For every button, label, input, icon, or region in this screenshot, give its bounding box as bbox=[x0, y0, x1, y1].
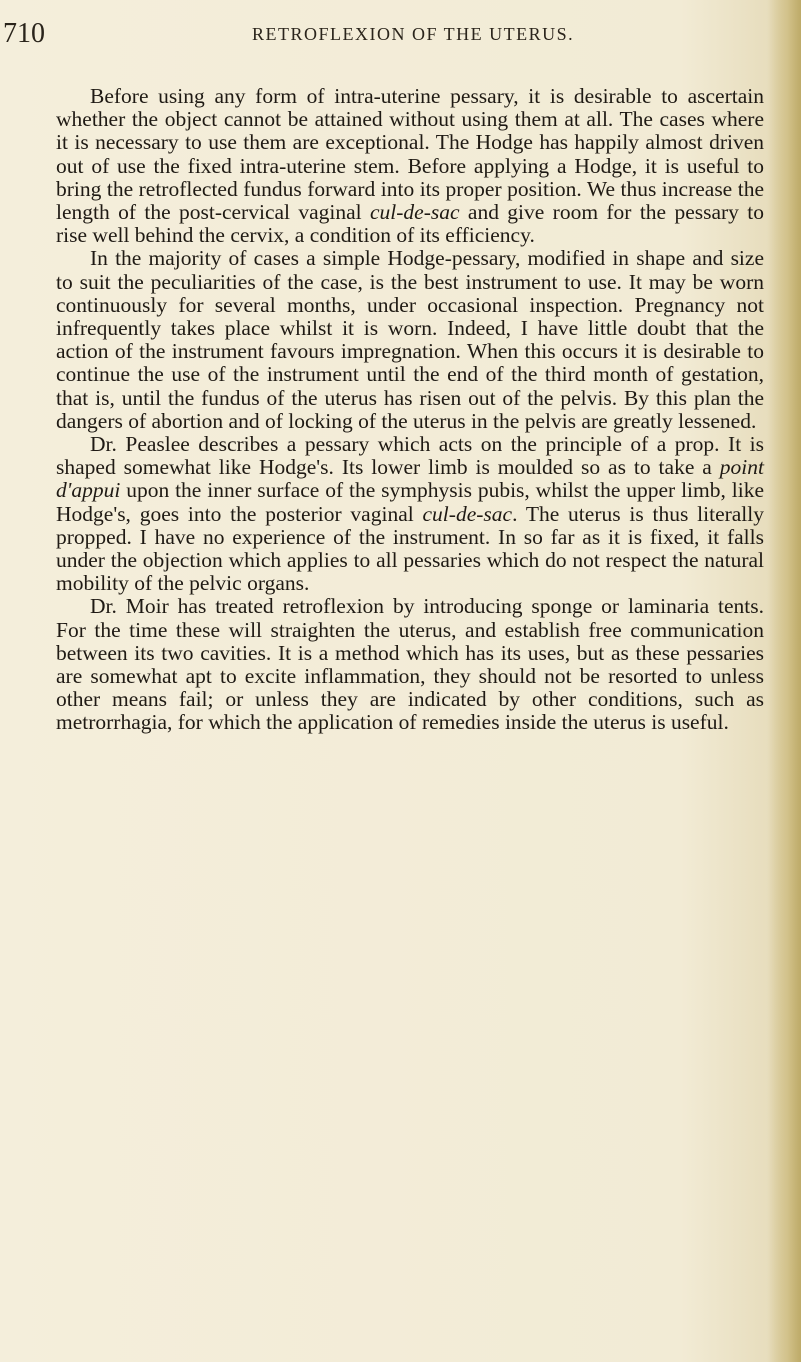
page-header bbox=[0, 16, 801, 56]
running-title: RETROFLEXION OF THE UTERUS. bbox=[252, 24, 575, 44]
text-segment: upon the inner surface of the symphysis pubis, whilst the upper limb, like Hodge's, goes into the posterior vaginal bbox=[56, 478, 764, 526]
page-number: 710 bbox=[3, 18, 45, 49]
text-segment: and give room for the pessary to rise well behind the cervix, a condition of its efficiency. bbox=[56, 200, 764, 248]
body-text bbox=[56, 85, 764, 735]
text-segment: . The uterus is thus literally propped. I have no experience of the instrument. In so far as it is fixed, it falls under the objection which applies to all pessaries which do not respect the natural mobility of the pelvic organs. bbox=[56, 501, 765, 596]
paragraph bbox=[56, 595, 764, 734]
text-segment: Dr. Peaslee describes a pessary which acts on the principle of a prop. It is shaped somewhat like Hodge's. Its lower limb is moulded so as to take a bbox=[56, 432, 764, 480]
page-edge-shadow bbox=[767, 0, 801, 1362]
text-segment: In the majority of cases a simple Hodge-pessary, modified in shape and size to suit the peculiarities of the case, is the best instrument to use. It may be worn continuously for several months, under occasional inspection. Pregnancy not infrequently takes place whilst it is worn. Indeed, I have little doubt that the action of the instrument favours impregnation. When this occurs it is desirable to continue the use of the instrument until the end of the third month of gestation, that is, until the fundus of the uterus has risen out of the pelvis. By this plan the dangers of abortion and of locking of the uterus in the pelvis are greatly lessened. bbox=[56, 246, 764, 433]
italic-term: point d'appui bbox=[56, 455, 764, 503]
text-segment: Dr. Moir has treated retroflexion by introducing sponge or laminaria tents. For the time these will straighten the uterus, and establish free communication between its two cavities. It is a method which has its uses, but as these pessaries are somewhat apt to excite inflammation, they should not be resorted to unless other means fail; or unless they are indicated by other conditions, such as metrorrhagia, for which the application of remedies inside the uterus is useful. bbox=[56, 594, 764, 735]
italic-term: cul-de-sac bbox=[422, 501, 513, 526]
paragraph bbox=[56, 247, 764, 433]
italic-term: cul-de-sac bbox=[370, 200, 460, 225]
paragraph bbox=[56, 85, 764, 247]
paragraph bbox=[56, 433, 764, 595]
text-segment: Before using any form of intra-uterine pessary, it is desirable to ascertain whether the object cannot be attained without using them at all. The cases where it is necessary to use them are exceptional. The Hodge has happily almost driven out of use the fixed intra-uterine stem. Before applying a Hodge, it is useful to bring the retroflected fundus forward into its proper position. We thus increase the length of the post-cervical vaginal bbox=[56, 84, 764, 225]
